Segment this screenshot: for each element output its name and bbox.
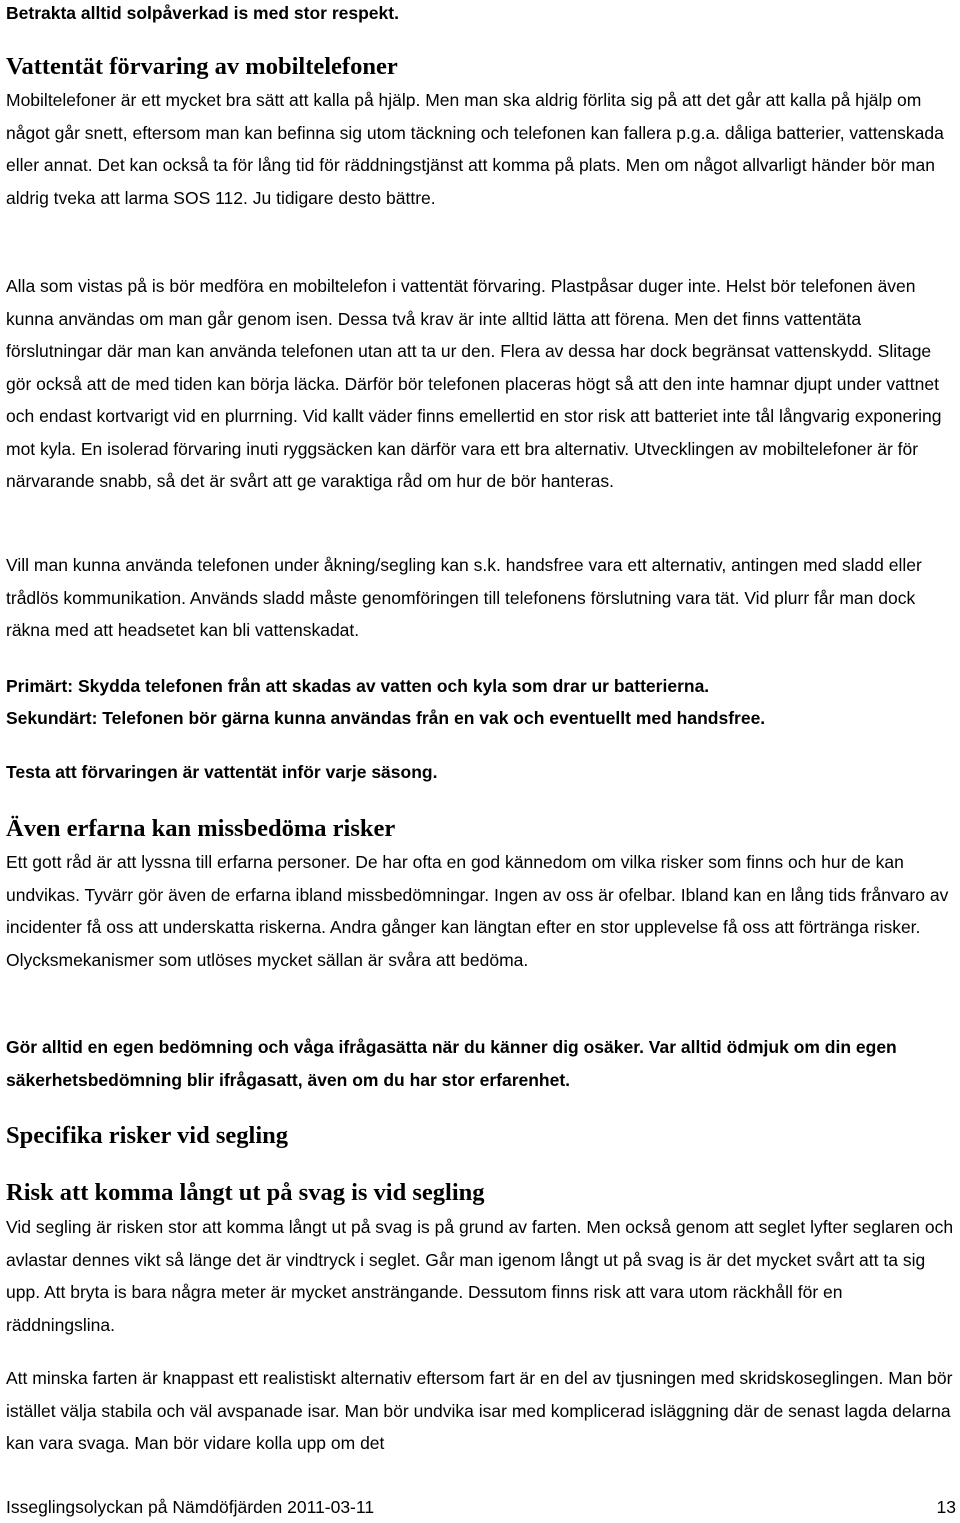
mobile-test-text: Testa att förvaringen är vattentät inför varje säsong. <box>6 762 438 782</box>
mobile-paragraph-2: Alla som vistas på is bör medföra en mobiltelefon i vattentät förvaring. Plastpåsar duger inte. Helst bör telefonen även kunna användas om man går genom isen. Dessa två krav är inte alltid lätta att förena. Men det finns vattentäta förslutningar där man kan använda telefonen utan att ta ur den. Flera av dessa har dock begränsat vattenskydd. Slitage gör också att de med tiden kan börja läcka. Därför bör telefonen placeras högt så att den inte hamnar djupt under vattnet och endast kortvarigt vid en plurrning. Vid kallt väder finns emellertid en stor risk att batteriet inte tål långvarig exponering mot kyla. En isolerad förvaring inuti ryggsäcken kan därför vara ett bra alternativ. Utvecklingen av mobiltelefoner är för närvarande snabb, så det är svårt att ge varaktiga råd om hur de bör hanteras. <box>6 276 942 491</box>
mobile-primary-text: Primärt: Skydda telefonen från att skadas av vatten och kyla som drar ur batterierna. <box>6 676 710 696</box>
page-number: 13 <box>936 1497 956 1517</box>
weak-ice-paragraph-2: Att minska farten är knappast ett realistiskt alternativ eftersom fart är en del av tjusningen med skridskoseglingen. Man bör istället välja stabila och väl avspanade isar. Man bör undvika isar med komplicerad isläggning där de senast lagda delarna kan vara svaga. Man bör vidare kolla upp om det <box>6 1368 953 1453</box>
experienced-paragraph-1: Ett gott råd är att lyssna till erfarna personer. De har ofta en god kännedom om vilka risker som finns och hur de kan undvikas. Tyvärr gör även de erfarna ibland missbedömningar. Ingen av oss är ofelbar. Ibland kan en lång tids frånvaro av incidenter få oss att underskatta riskerna. Andra gånger kan längtan efter en stor upplevelse få oss att förtränga risker. Olycksmekanismer som utlöses mycket sällan är svåra att bedöma. <box>6 852 949 970</box>
heading-sailing-risks: Specifika risker vid segling <box>6 1122 289 1149</box>
weak-ice-paragraph-1: Vid segling är risken stor att komma långt ut på svag is på grund av farten. Men också genom att seglet lyfter seglaren och avlastar dennes vikt så länge det är vindtryck i seglet. Går man igenom långt ut på svag is är det mycket svårt att ta sig upp. Att bryta is bara några meter är mycket ansträngande. Dessutom finns risk att vara utom räckhåll för en räddningslina. <box>6 1217 954 1335</box>
mobile-paragraph-1: Mobiltelefoner är ett mycket bra sätt att kalla på hjälp. Men man ska aldrig förlita sig på att det går att kalla på hjälp om något går snett, eftersom man kan befinna sig utom täckning och telefonen kan fallera p.g.a. dåliga batterier, vattenskada eller annat. Det kan också ta för lång tid för räddningstjänst att komma på plats. Men om något allvarligt händer bör man aldrig tveka att larma SOS 112. Ju tidigare desto bättre. <box>6 90 944 208</box>
heading-mobile-storage: Vattentät förvaring av mobiltelefoner <box>6 53 398 80</box>
heading-experienced: Även erfarna kan missbedöma risker <box>6 815 396 842</box>
document-page <box>6 0 956 1523</box>
mobile-paragraph-3: Vill man kunna använda telefonen under åkning/segling kan s.k. handsfree vara ett alternativ, antingen med sladd eller trådlös kommunikation. Används sladd måste genomföringen till telefonens förslutning vara tät. Vid plurr får man dock räkna med att headsetet kan bli vattenskadat. <box>6 555 922 640</box>
intro-bold-text: Betrakta alltid solpåverkad is med stor respekt. <box>6 3 399 23</box>
experienced-bold-text: Gör alltid en egen bedömning och våga ifrågasätta när du känner dig osäker. Var alltid ödmjuk om din egen säkerhetsbedömning blir ifrågasatt, även om du har stor erfarenhet. <box>6 1037 897 1090</box>
page-footer <box>6 1495 956 1519</box>
mobile-secondary-text: Sekundärt: Telefonen bör gärna kunna användas från en vak och eventuellt med handsfree. <box>6 708 766 728</box>
heading-weak-ice: Risk att komma långt ut på svag is vid segling <box>6 1179 485 1206</box>
footer-title: Isseglingsolyckan på Nämdöfjärden 2011-03-11 <box>6 1497 375 1517</box>
